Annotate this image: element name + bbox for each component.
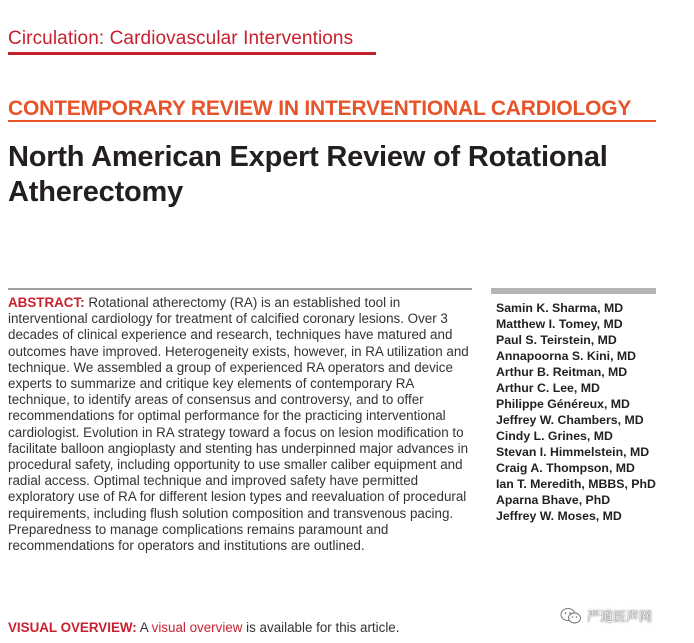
author-name: Annapoorna S. Kini, MD [496,349,637,363]
author-name: Jeffrey W. Moses, MD [496,509,622,523]
author-name: Paul S. Teirstein, MD [496,333,617,347]
author-name: Craig A. Thompson, MD [496,461,635,475]
article-title: North American Expert Review of Rotational Atherectomy [8,141,608,208]
author-name: Aparna Bhave, PhD [496,493,611,507]
abstract [8,295,478,554]
section-underline [8,120,656,122]
visual-overview-link[interactable]: visual overview [151,620,243,635]
author-name: Philippe Généreux, MD [496,397,630,411]
visual-overview-prefix: A [136,620,152,635]
author-name: Jeffrey W. Chambers, MD [496,413,644,427]
author-name: Ian T. Meredith, MBBS, PhD [496,477,656,491]
visual-overview-label: VISUAL OVERVIEW: [8,620,137,635]
watermark-text: 严道医声网 [587,610,653,625]
abstract-label: ABSTRACT: [8,295,85,310]
author-name: Stevan I. Himmelstein, MD [496,445,650,459]
visual-overview-suffix: is available for this article. [242,620,400,635]
abstract-divider [8,288,472,290]
author-name: Cindy L. Grines, MD [496,429,613,443]
author-name: Arthur B. Reitman, MD [496,365,628,379]
abstract-text: Rotational atherectomy (RA) is an established tool in interventional cardiology for treatment of calcified coronary lesions. Over 3 decades of clinical experience and research, techniques have matured and outcomes have improved. Heterogeneity exists, however, in RA utilization and technique. We assembled a group of experienced RA operators and device experts to summarize and critique key elements of contemporary RA technique, to identify areas of consensus and controversy, and to offer recommendations for optimal performance for the practicing interventional cardiologist. Evolution in RA strategy toward a focus on lesion modification to facilitate balloon angioplasty and stenting has underpinned major advances in procedural safety, including opportunity to use smaller caliber equipment and radial access. Optimal technique and improved safety have permitted exploratory use of RA for different lesion types and reevaluation of procedural requirements, including flush solution composition and transvenous pacing. Preparedness to manage complications remains paramount and recommendations for operators and institutions are outlined. [8,295,469,554]
wechat-icon [560,607,582,625]
section-heading: CONTEMPORARY REVIEW IN INTERVENTIONAL CARDIOLOGY [8,97,632,120]
authors-divider [491,288,656,294]
journal-name: Circulation: Cardiovascular Interventions [8,28,354,49]
visual-overview [8,620,478,635]
author-name: Matthew I. Tomey, MD [496,317,623,331]
author-name: Samin K. Sharma, MD [496,301,624,315]
watermark [560,606,652,625]
author-list [496,300,686,524]
journal-underline [8,52,376,55]
author-name: Arthur C. Lee, MD [496,381,600,395]
